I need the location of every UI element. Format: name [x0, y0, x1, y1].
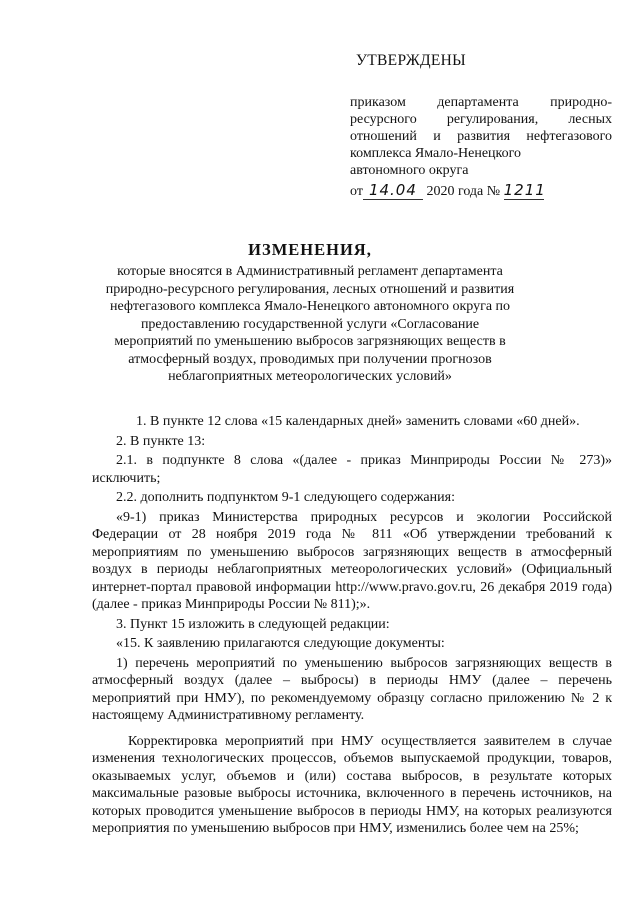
- paragraph: 2. В пункте 13:: [116, 433, 206, 449]
- handwritten-number: 1211: [503, 181, 546, 199]
- approval-line: ресурсного регулирования, лесных: [350, 112, 612, 127]
- approved-title: УТВЕРЖДЕНЫ: [356, 52, 466, 69]
- paragraph: 1. В пункте 12 слова «15 календарных дней» заменить словами «60 дней».: [136, 414, 580, 429]
- document-body: [92, 413, 612, 840]
- approval-line: комплекса Ямало-Ненецкого: [350, 146, 522, 161]
- approval-text: [350, 94, 612, 179]
- approval-line: приказом департамента природно-: [350, 95, 612, 110]
- paragraph: 2.1. в подпункте 8 слова «(далее - приказ Минприроды России № 273)» исключить;: [92, 453, 612, 486]
- paragraph: «15. К заявлению прилагаются следующие документы:: [116, 636, 445, 651]
- approval-stamp-block: [350, 52, 612, 200]
- from-label: от: [350, 184, 363, 199]
- handwritten-date: 14.04: [363, 181, 423, 200]
- paragraph: 2.2. дополнить подпунктом 9-1 следующего содержания:: [116, 490, 455, 505]
- heading-title: ИЗМЕНЕНИЯ,: [248, 240, 372, 259]
- document-heading: [100, 240, 520, 386]
- approval-date-number: [350, 181, 612, 200]
- year-number-label: 2020 года №: [426, 184, 501, 199]
- approval-line: автономного округа: [350, 163, 469, 178]
- paragraph: 3. Пункт 15 изложить в следующей редакции:: [116, 616, 390, 632]
- paragraph: Корректировка мероприятий при НМУ осуществляется заявителем в случае изменения технологических процессов, объемов выпускаемой продукции, товаров, оказываемых услуг, объемов и (или) состава выбросов, в результате которых максимальные разовые выбросы источника, включенного в перечень источников, на которых проводится уменьшение выбросов в периоды НМУ, на которых реализуются мероприятия по уменьшению выбросов при НМУ, изменились более чем на 25%;: [92, 733, 612, 836]
- approval-line: отношений и развития нефтегазового: [350, 129, 612, 144]
- paragraph: 1) перечень мероприятий по уменьшению выбросов загрязняющих веществ в атмосферный воздух (далее – выбросы) в периоды НМУ (далее – перечень мероприятий при НМУ), по рекомендуемому образцу согласно приложению № 2 к настоящему Административному регламенту.: [92, 655, 612, 723]
- paragraph: «9-1) приказ Министерства природных ресурсов и экологии Российской Федерации от 28 ноября 2019 года № 811 «Об утверждении требований к мероприятиям по уменьшению выбросов загрязняющих веществ в атмосферный воздух в периоды неблагоприятных метеорологических условий» (Официальный интернет-портал правовой информации http://www.pravo.gov.ru, 26 декабря 2019 года) (далее - приказ Минприроды России № 811);».: [92, 509, 612, 612]
- heading-subtitle: которые вносятся в Административный регламент департамента природно-ресурсного регулирования, лесных отношений и развития нефтегазового комплекса Ямало-Ненецкого автономного округа по предоставлению государственной услуги «Согласование мероприятий по уменьшению выбросов загрязняющих веществ в атмосферный воздух, проводимых при получении прогнозов неблагоприятных метеорологических условий»: [105, 264, 515, 384]
